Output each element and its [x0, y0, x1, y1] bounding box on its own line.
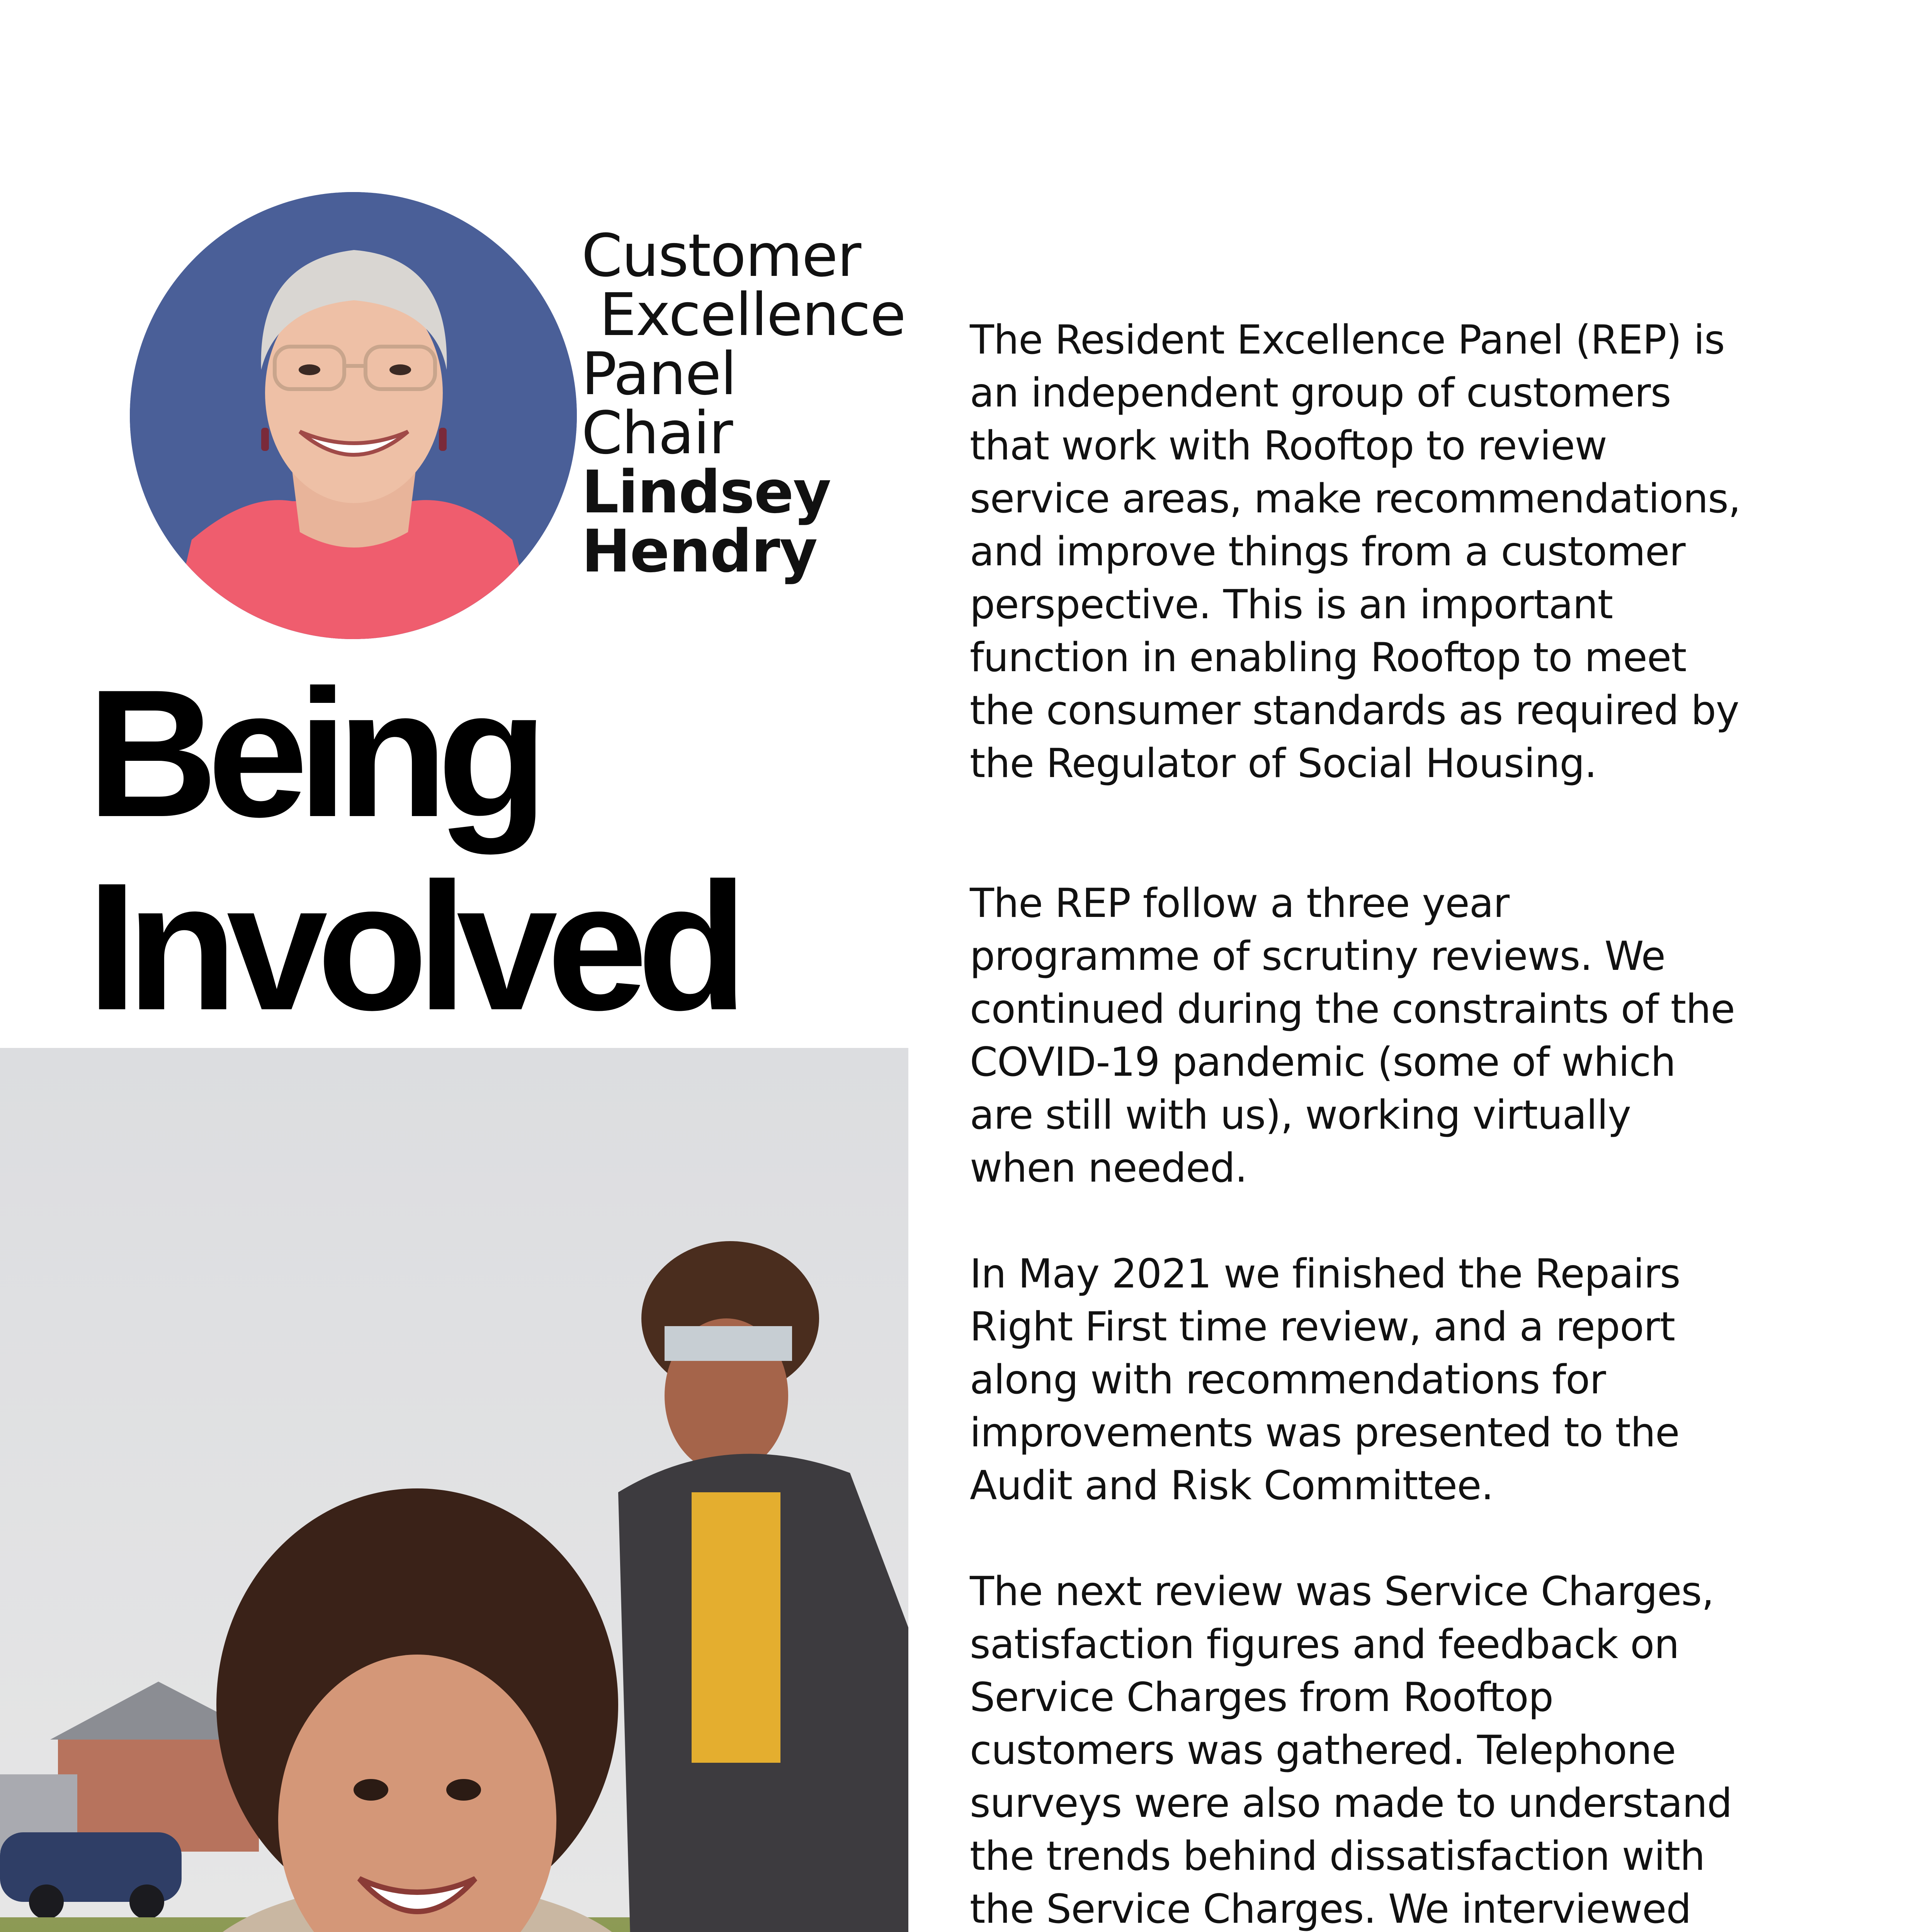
caption-line-panel: Panel [581, 340, 736, 408]
portrait-caption [581, 221, 929, 585]
caption-line-chair: Chair [581, 399, 733, 467]
page-title-line-2: Involved [87, 845, 737, 1048]
caption-line-customer: Customer [581, 221, 861, 290]
caption-name-last: Hendry [581, 517, 817, 585]
feature-photo [0, 1048, 908, 1932]
portrait-photo [130, 192, 577, 639]
paragraph-repairs-review: In May 2021 we finished the Repairs Right First time review, and a report along with recommendations for improvements was presented to the Audit and Risk Committee. [970, 1251, 1680, 1509]
page-title [87, 652, 737, 1048]
paragraph-service-charges: The next review was Service Charges, satisfaction figures and feedback on Service Charges from Rooftop customers was gathered. Telephone surveys were also made to understand the trends behind dissatisfaction with the Service Charges. We interviewed [970, 1568, 1732, 1932]
portrait-image [130, 192, 577, 639]
page-title-line-1: Being [87, 652, 537, 855]
paragraph-programme: The REP follow a three year programme of scrutiny reviews. We continued during the constraints of the COVID-19 pandemic (some of which are still with us), working virtually when needed. [970, 880, 1735, 1191]
caption-line-excellence: Excellence [581, 281, 906, 349]
caption-name-first: Lindsey [581, 458, 831, 526]
paragraph-rep-intro: The Resident Excellence Panel (REP) is an independent group of customers that work with Rooftop to review service areas, make recommendations, and improve things from a customer perspective. This is an important function in enabling Rooftop to meet the consumer standards as required by the Regulator of Social Housing. [970, 317, 1741, 787]
feature-photo-image [0, 1048, 908, 1932]
article-body [970, 314, 1746, 1932]
